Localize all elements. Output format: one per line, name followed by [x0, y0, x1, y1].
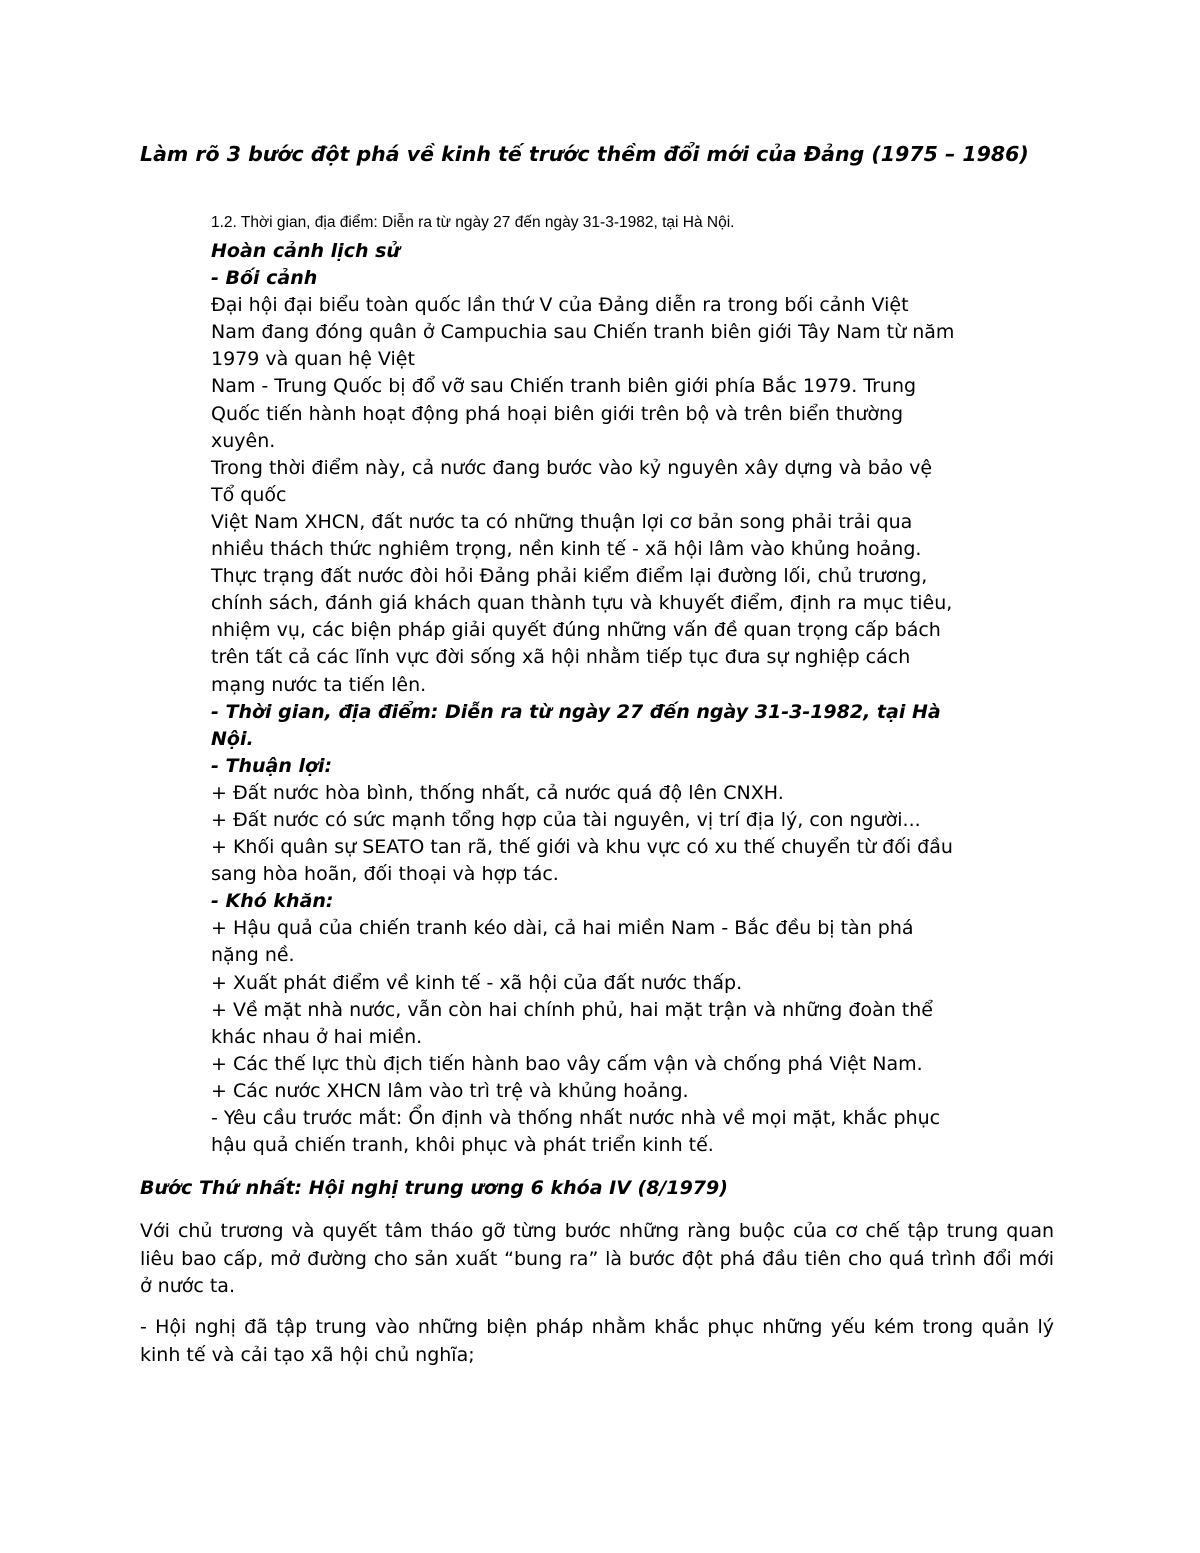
- text-line: sang hòa hoãn, đối thoại và hợp tác.: [211, 863, 559, 886]
- text-line: trên tất cả các lĩnh vực đời sống xã hội nhằm tiếp tục đưa sự nghiệp cách: [211, 646, 911, 669]
- step-one-paragraph: Với chủ trương và quyết tâm tháo gỡ từng bước những ràng buộc của cơ chế tập trung quan liêu bao cấp, mở đường cho sản xuất “bung ra” là bước đột phá đầu tiên cho quá trình đổi mới ở nước ta.: [140, 1220, 1054, 1297]
- step-one-measures-paragraph: - Hội nghị đã tập trung vào những biện pháp nhằm khắc phục những yếu kém trong quản lý kinh tế và cải tạo xã hội chủ nghĩa;: [140, 1316, 1054, 1366]
- text-line: Tổ quốc: [211, 483, 287, 506]
- text-line: + Khối quân sự SEATO tan rã, thế giới và khu vực có xu thế chuyển từ đối đầu: [211, 836, 953, 859]
- text-line: Đại hội đại biểu toàn quốc lần thứ V của Đảng diễn ra trong bối cảnh Việt: [211, 294, 909, 317]
- historical-context-section: [211, 212, 1071, 1159]
- section-subheading-line: - Thời gian, địa điểm: Diễn ra từ ngày 27 đến ngày 31-3-1982, tại Hà: [211, 700, 941, 723]
- text-line: nhiều thách thức nghiêm trọng, nền kinh tế - xã hội lâm vào khủng hoảng.: [211, 538, 922, 561]
- text-line: mạng nước ta tiến lên.: [211, 673, 427, 696]
- section-subheading-line: Nội.: [211, 727, 254, 750]
- text-line: Nam - Trung Quốc bị đổ vỡ sau Chiến tranh biên giới phía Bắc 1979. Trung: [211, 375, 917, 398]
- text-line: Trong thời điểm này, cả nước đang bước vào kỷ nguyên xây dựng và bảo vệ: [211, 456, 933, 479]
- text-line: nặng nề.: [211, 944, 295, 967]
- text-line: + Các nước XHCN lâm vào trì trệ và khủng hoảng.: [211, 1079, 689, 1102]
- step-one-heading: Bước Thứ nhất: Hội nghị trung ương 6 khóa IV (8/1979): [140, 1177, 728, 1199]
- text-line: + Đất nước có sức mạnh tổng hợp của tài nguyên, vị trí địa lý, con người...: [211, 808, 921, 831]
- text-line: 1979 và quan hệ Việt: [211, 348, 415, 371]
- text-line: Việt Nam XHCN, đất nước ta có những thuận lợi cơ bản song phải trải qua: [211, 510, 913, 533]
- section-subheading-line: - Thuận lợi:: [211, 754, 333, 777]
- text-line: khác nhau ở hai miền.: [211, 1025, 423, 1048]
- context-lines: [211, 238, 1071, 1159]
- text-line: nhiệm vụ, các biện pháp giải quyết đúng những vấn đề quan trọng cấp bách: [211, 619, 941, 642]
- section-subheading-line: - Bối cảnh: [211, 267, 318, 290]
- text-line: Thực trạng đất nước đòi hỏi Đảng phải kiểm điểm lại đường lối, chủ trương,: [211, 565, 928, 588]
- text-line: hậu quả chiến tranh, khôi phục và phát triển kinh tế.: [211, 1134, 714, 1157]
- text-line: xuyên.: [211, 429, 276, 452]
- text-line: chính sách, đánh giá khách quan thành tựu và khuyết điểm, định ra mục tiêu,: [211, 592, 953, 615]
- text-line: + Hậu quả của chiến tranh kéo dài, cả hai miền Nam - Bắc đều bị tàn phá: [211, 917, 914, 940]
- time-place-line: 1.2. Thời gian, địa điểm: Diễn ra từ ngày 27 đến ngày 31-3-1982, tại Hà Nội.: [211, 214, 735, 231]
- text-line: Nam đang đóng quân ở Campuchia sau Chiến tranh biên giới Tây Nam từ năm: [211, 321, 955, 344]
- text-line: Quốc tiến hành hoạt động phá hoại biên giới trên bộ và trên biển thường: [211, 402, 904, 425]
- text-line: + Đất nước hòa bình, thống nhất, cả nước quá độ lên CNXH.: [211, 781, 784, 804]
- document-title: Làm rõ 3 bước đột phá về kinh tế trước thềm đổi mới của Đảng (1975 – 1986): [140, 142, 1029, 166]
- section-subheading-line: - Khó khăn:: [211, 890, 334, 913]
- section-subheading-line: Hoàn cảnh lịch sử: [211, 240, 400, 262]
- text-line: - Yêu cầu trước mắt: Ổn định và thống nhất nước nhà về mọi mặt, khắc phục: [211, 1107, 941, 1129]
- text-line: + Các thế lực thù địch tiến hành bao vây cấm vận và chống phá Việt Nam.: [211, 1052, 923, 1075]
- text-line: + Xuất phát điểm về kinh tế - xã hội của đất nước thấp.: [211, 971, 743, 994]
- text-line: + Về mặt nhà nước, vẫn còn hai chính phủ, hai mặt trận và những đoàn thể: [211, 998, 933, 1021]
